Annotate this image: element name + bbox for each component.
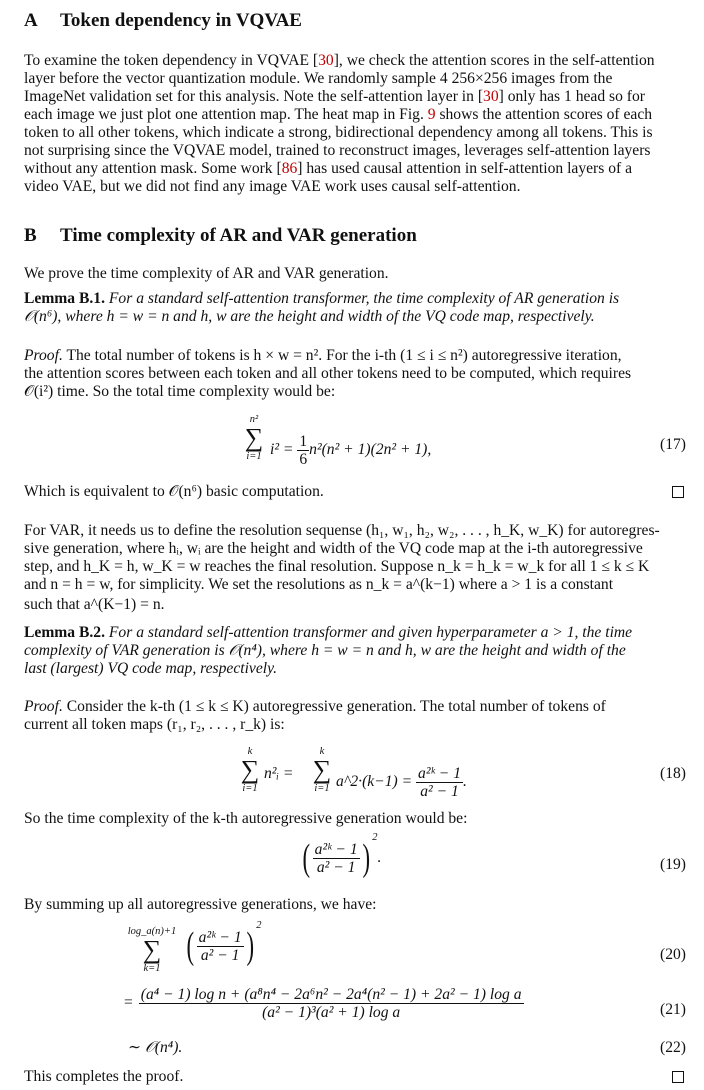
equation-17: n² ∑ i=1 i² = $\frac{1}{6}$ n²(n² + 1)(2n² + 1), <box>240 414 540 470</box>
proof1-line-1: Proof. The total number of tokens is h × w = n². For the i-th (1 ≤ i ≤ n²) autoregressive iteration, <box>24 347 622 364</box>
section-a-heading <box>24 10 302 32</box>
lemma-b1-line-2: 𝒪(n⁶), where h = w = n and h, w are the height and width of the VQ code map, respectively. <box>24 308 595 325</box>
so-time-sentence: So the time complexity of the k-th autoregressive generation would be: <box>24 810 468 827</box>
section-b-heading <box>24 225 417 247</box>
para-a-line-8: video VAE, but we did not find any image VAE work uses causal self-attention. <box>24 178 521 195</box>
var-line-1: For VAR, it needs us to define the resolution sequense (h₁, w₁, h₂, w₂, . . . , h_K, w_K) for autoregres- <box>24 522 660 539</box>
proof2-line-1: Proof. Consider the k-th (1 ≤ k ≤ K) autoregressive generation. The total number of tokens of <box>24 698 606 715</box>
para-a-line-4: each image we just plot one attention map. The heat map in Fig. 9 shows the attention scores of each <box>24 106 653 123</box>
section-b-number: B <box>24 225 37 246</box>
citation-link[interactable]: 86 <box>281 160 298 177</box>
citation-link[interactable]: 30 <box>483 88 499 105</box>
section-b-intro: We prove the time complexity of AR and VAR generation. <box>24 265 389 282</box>
lemma-b2-label: Lemma B.2. <box>24 624 105 641</box>
equation-21: = (a⁴ − 1) log n + (a⁸n⁴ − 2a⁶n² − 2a⁴(n² − 1) + 2a² − 1) log a (a² − 1)³(a² + 1) log a <box>124 986 522 1021</box>
section-b-title: Time complexity of AR and VAR generation <box>60 225 417 246</box>
equation-20: log_a(n)+1 ∑ k=1 ( $\frac{\text{a²ᵏ − 1}}{\text{a² − 1}}$ ) $^2$ <box>120 926 340 982</box>
qed-symbol <box>672 1071 684 1083</box>
para-a-line-7: without any attention mask. Some work [86] has used causal attention in self-attention layers of a <box>24 160 633 177</box>
summation-symbol: k ∑ i=1 <box>312 746 332 794</box>
lemma-b2-line-1: Lemma B.2. For a standard self-attention transformer and given hyperparameter a > 1, the time <box>24 624 633 641</box>
lemma-b1-label: Lemma B.1. <box>24 290 105 307</box>
proof-label: Proof. <box>24 347 63 364</box>
equation-number-18: (18) <box>660 765 686 782</box>
para-a-line-3: ImageNet validation set for this analysis. Note the self-attention layer in [30] only has 1 head so for <box>24 88 645 105</box>
equation-number-21: (21) <box>660 1001 686 1018</box>
completes-sentence: This completes the proof. <box>24 1068 184 1085</box>
section-a-title: Token dependency in VQVAE <box>60 10 302 31</box>
equation-22: ∼ 𝒪(n⁴). <box>128 1039 183 1056</box>
summation-symbol: n² ∑ i=1 <box>244 414 264 462</box>
proof1-line-2: the attention scores between each token and all other tokens need to be computed, which requires <box>24 365 632 382</box>
citation-link[interactable]: 30 <box>318 52 334 69</box>
proof2-line-2: current all token maps (r₁, r₂, . . . , r_k) is: <box>24 716 285 733</box>
summation-symbol: log_a(n)+1 ∑ k=1 <box>127 926 177 974</box>
para-a-line-5: token to all other tokens, which indicate a strong, bidirectional dependency among all tokens. This is <box>24 124 653 141</box>
lemma-b2-line-2: complexity of VAR generation is 𝒪(n⁴), where h = w = n and h, w are the height and width of the <box>24 642 626 659</box>
figure-link[interactable]: 9 <box>427 106 436 123</box>
equation-18: k ∑ i=1 n²ᵢ = k ∑ i=1 a^2·(k−1) = $\frac{\text{a²ᵏ − 1}}{\text{a² − 1}}$ . <box>238 746 538 802</box>
equation-number-20: (20) <box>660 946 686 963</box>
equation-number-22: (22) <box>660 1039 686 1056</box>
var-line-3: step, and h_K = h, w_K = w reaches the final resolution. Suppose n_k = h_k = w_k for all 1 ≤ k ≤ K <box>24 558 650 575</box>
lemma-b1-line-1: Lemma B.1. For a standard self-attention transformer, the time complexity of AR generation is <box>24 290 620 307</box>
section-a-number: A <box>24 10 38 31</box>
equation-number-17: (17) <box>660 436 686 453</box>
proof1-line-3: 𝒪(i²) time. So the total time complexity would be: <box>24 383 336 400</box>
proof-label: Proof. <box>24 698 63 715</box>
summing-sentence: By summing up all autoregressive generations, we have: <box>24 896 377 913</box>
para-a-line-1: To examine the token dependency in VQVAE [30], we check the attention scores in the self-attention <box>24 52 655 69</box>
summation-symbol: k ∑ i=1 <box>240 746 260 794</box>
var-line-4: and n = h = w, for simplicity. We set the resolutions as n_k = a^(k−1) where a > 1 is a constant <box>24 576 614 593</box>
lemma-b2-line-3: last (largest) VQ code map, respectively. <box>24 660 278 677</box>
equation-number-19: (19) <box>660 856 686 873</box>
equivalence-sentence: Which is equivalent to 𝒪(n⁶) basic computation. <box>24 483 324 500</box>
var-line-5: such that a^(K−1) = n. <box>24 596 165 613</box>
qed-symbol <box>672 486 684 498</box>
equation-19: ( $\frac{\text{a²ᵏ − 1}}{\text{a² − 1}}$ ) $^2$. <box>302 832 382 880</box>
var-line-2: sive generation, where hᵢ, wᵢ are the height and width of the VQ code map at the i-th autoregressive <box>24 540 643 557</box>
para-a-line-2: layer before the vector quantization module. We randomly sample 4 256×256 images from the <box>24 70 613 87</box>
para-a-line-6: not surprising since the VQVAE model, trained to reconstruct images, leverages self-attention layers <box>24 142 651 159</box>
